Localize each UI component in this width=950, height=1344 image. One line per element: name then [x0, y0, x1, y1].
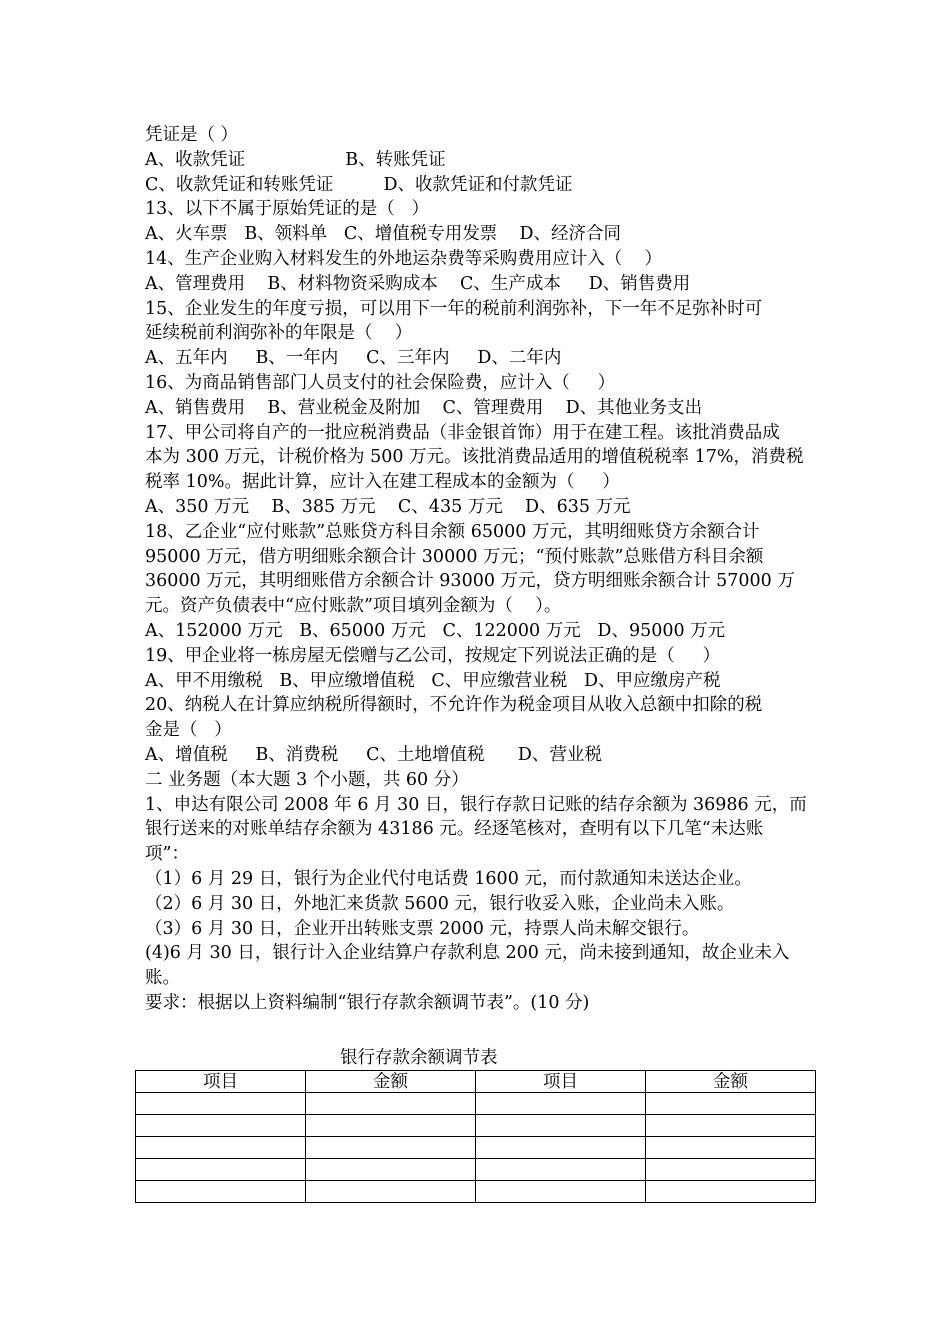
- text-line: 账。: [145, 968, 180, 989]
- text-line: 36000 万元，其明细账借方余额合计 93000 万元，贷方明细账余额合计 57000 万: [145, 571, 795, 592]
- table-cell: [306, 1159, 476, 1181]
- text-line: 1、申达有限公司 2008 年 6 月 30 日，银行存款日记账的结存余额为 36986 元，而: [145, 794, 807, 815]
- section-heading: 二 业务题（本大题 3 个小题，共 60 分）: [145, 769, 469, 790]
- text-line: 19、甲企业将一栋房屋无偿赠与乙公司，按规定下列说法正确的是（ ）: [145, 645, 721, 666]
- table-cell: [136, 1181, 306, 1203]
- table-cell: [306, 1115, 476, 1137]
- table-header-cell: 金额: [646, 1071, 816, 1093]
- table-cell: [646, 1137, 816, 1159]
- table-cell: [306, 1181, 476, 1203]
- table-cell: [646, 1181, 816, 1203]
- table-header-cell: 项目: [476, 1071, 646, 1093]
- text-line: 13、以下不属于原始凭证的是（ ）: [145, 199, 429, 220]
- text-line: 15、企业发生的年度亏损，可以用下一年的税前利润弥补，下一年不足弥补时可: [145, 298, 763, 319]
- text-line: 要求：根据以上资料编制“银行存款余额调节表”。(10 分): [145, 992, 590, 1013]
- table-cell: [646, 1093, 816, 1115]
- table-cell: [136, 1115, 306, 1137]
- table-cell: [306, 1137, 476, 1159]
- text-line: （3）6 月 30 日，企业开出转账支票 2000 元，持票人尚未解交银行。: [145, 918, 700, 939]
- table-cell: [646, 1159, 816, 1181]
- text-line: 金是（ ）: [145, 720, 232, 741]
- text-line: 本为 300 万元，计税价格为 500 万元。该批消费品适用的增值税税率 17%，消费税: [145, 447, 804, 468]
- text-line: 14、生产企业购入材料发生的外地运杂费等采购费用应计入（ ）: [145, 248, 663, 269]
- table-cell: [136, 1159, 306, 1181]
- text-line: A、350 万元 B、385 万元 C、435 万元 D、635 万元: [145, 496, 631, 517]
- table-cell: [306, 1093, 476, 1115]
- text-line: 项”：: [145, 844, 189, 865]
- text-line: 16、为商品销售部门人员支付的社会保险费，应计入（ ）: [145, 372, 616, 393]
- table-header-cell: 项目: [136, 1071, 306, 1093]
- text-line: A、收款凭证 B、转账凭证: [145, 149, 446, 170]
- text-line: A、火车票 B、领料单 C、增值税专用发票 D、经济合同: [145, 224, 622, 245]
- table-row: [136, 1159, 816, 1181]
- table-title: 银行存款余额调节表: [340, 1048, 498, 1068]
- text-line: 17、甲公司将自产的一批应税消费品（非金银首饰）用于在建工程。该批消费品成: [145, 422, 780, 443]
- text-line: A、管理费用 B、材料物资采购成本 C、生产成本 D、销售费用: [145, 273, 691, 294]
- text-line: （2）6 月 30 日，外地汇来货款 5600 元，银行收妥入账，企业尚未入账。: [145, 893, 735, 914]
- text-line: A、152000 万元 B、65000 万元 C、122000 万元 D、95000 万元: [145, 620, 726, 641]
- text-line: C、收款凭证和转账凭证 D、收款凭证和付款凭证: [145, 174, 573, 195]
- reconciliation-table: [135, 1070, 816, 1203]
- table-cell: [136, 1093, 306, 1115]
- table-cell: [476, 1159, 646, 1181]
- table-cell: [476, 1115, 646, 1137]
- table-row: [136, 1115, 816, 1137]
- text-line: A、五年内 B、一年内 C、三年内 D、二年内: [145, 348, 562, 369]
- text-line: A、增值税 B、消费税 C、土地增值税 D、营业税: [145, 744, 602, 765]
- text-line: 银行送来的对账单结存余额为 43186 元。经逐笔核对，查明有以下几笔“未达账: [145, 819, 764, 840]
- table-cell: [476, 1137, 646, 1159]
- table-cell: [476, 1181, 646, 1203]
- text-line: A、甲不用缴税 B、甲应缴增值税 C、甲应缴营业税 D、甲应缴房产税: [145, 670, 721, 691]
- text-line: 元。资产负债表中“应付账款”项目填列金额为（ ）。: [145, 596, 562, 617]
- table-cell: [476, 1093, 646, 1115]
- text-line: 20、纳税人在计算应纳税所得额时，不允许作为税金项目从收入总额中扣除的税: [145, 695, 763, 716]
- table-row: [136, 1093, 816, 1115]
- text-line: A、销售费用 B、营业税金及附加 C、管理费用 D、其他业务支出: [145, 397, 703, 418]
- table-row: [136, 1181, 816, 1203]
- text-line: 18、乙企业“应付账款”总账贷方科目余额 65000 万元，其明细账贷方余额合计: [145, 521, 760, 542]
- table-header-row: [136, 1071, 816, 1093]
- table-cell: [646, 1115, 816, 1137]
- text-line: 95000 万元，借方明细账余额合计 30000 万元；“预付账款”总账借方科目余额: [145, 546, 764, 567]
- table-header-cell: 金额: [306, 1071, 476, 1093]
- text-line: (4)6 月 30 日，银行计入企业结算户存款利息 200 元，尚未接到通知，故企业未入: [145, 943, 790, 964]
- text-line: （1）6 月 29 日，银行为企业代付电话费 1600 元，而付款通知未送达企业。: [145, 868, 752, 889]
- document-body: [145, 123, 820, 1016]
- table-cell: [136, 1137, 306, 1159]
- text-line: 凭证是（ ）: [145, 125, 239, 145]
- table-row: [136, 1137, 816, 1159]
- text-line: 税率 10%。据此计算，应计入在建工程成本的金额为（ ）: [145, 472, 620, 493]
- text-line: 延续税前利润弥补的年限是（ ）: [145, 323, 413, 344]
